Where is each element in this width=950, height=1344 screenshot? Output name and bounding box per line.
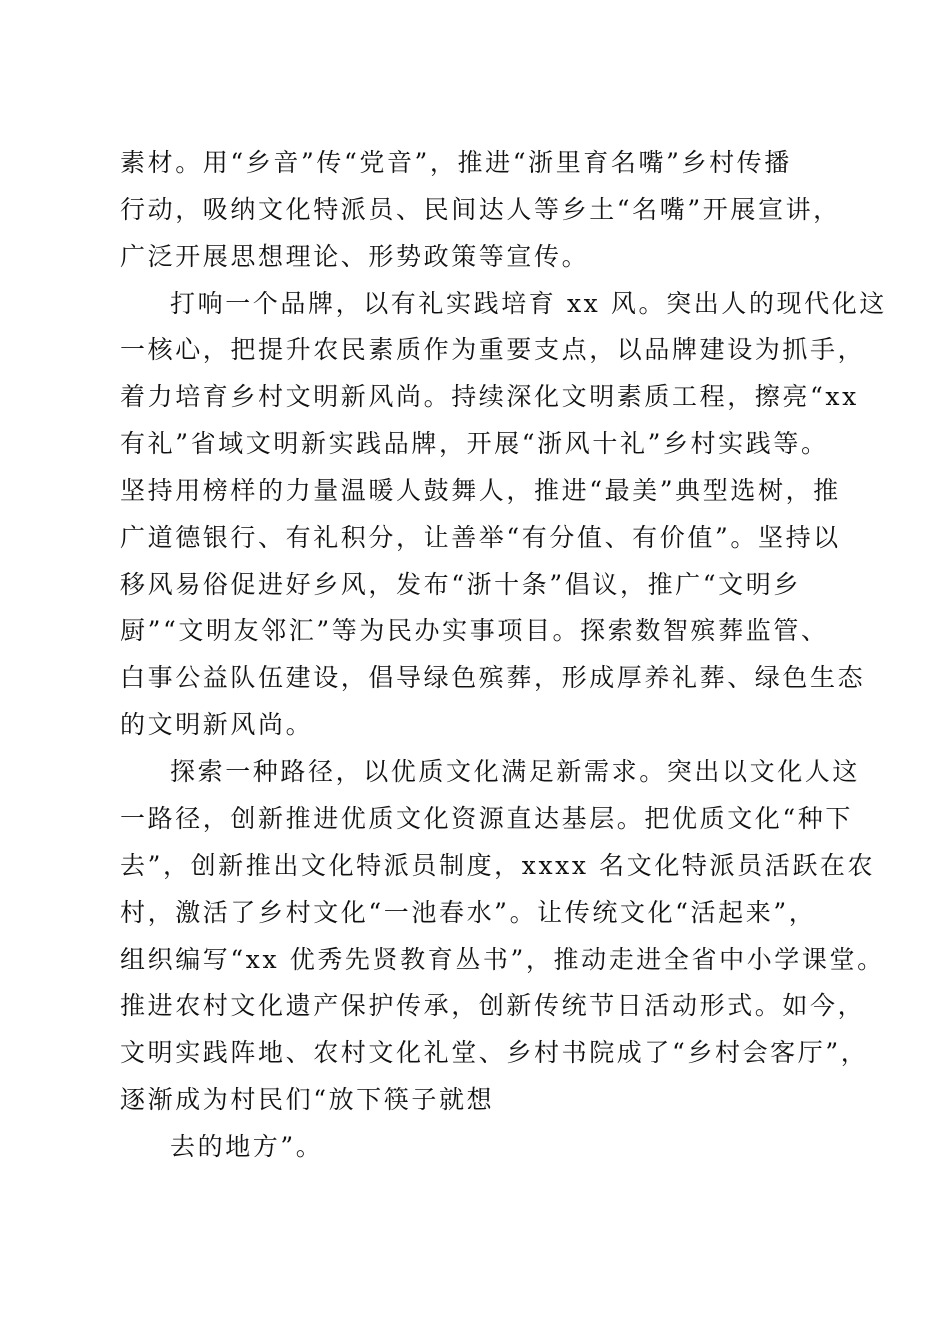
text-line: 村，激活了乡村文化“一池春水”。让传统文化“活起来”， [120, 898, 817, 927]
paragraph-start-line: 打响一个品牌，以有礼实践培育 xx 风。突出人的现代化这 [170, 289, 887, 318]
text-line: 去”，创新推出文化特派员制度，xxxx 名文化特派员活跃在农 [120, 851, 876, 880]
text-line: 移风易俗促进好乡风，发布“浙十条”倡议，推广“文明乡 [120, 570, 801, 599]
text-line: 推进农村文化遗产保护传承，创新传统节日活动形式。如今， [120, 991, 866, 1020]
text-line: 去的地方”。 [170, 1132, 324, 1161]
text-line: 广道德银行、有礼积分，让善举“有分值、有价值”。坚持以 [120, 523, 841, 552]
text-line: 行动，吸纳文化特派员、民间达人等乡土“名嘴”开展宣讲， [120, 195, 841, 224]
text-line: 的文明新风尚。 [120, 710, 314, 739]
text-line: 广泛开展思想理论、形势政策等宣传。 [120, 242, 590, 271]
text-line: 一核心，把提升农民素质作为重要支点，以品牌建设为抓手， [120, 335, 866, 364]
text-line: 素材。用“乡音”传“党音”，推进“浙里育名嘴”乡村传播 [120, 148, 792, 177]
text-line: 有礼”省域文明新实践品牌，开展“浙风十礼”乡村实践等。 [120, 429, 829, 458]
text-line: 组织编写“xx 优秀先贤教育丛书”，推动走进全省中小学课堂。 [120, 945, 885, 974]
text-line: 文明实践阵地、农村文化礼堂、乡村书院成了“乡村会客厅”， [120, 1038, 869, 1067]
text-line: 一路径，创新推进优质文化资源直达基层。把优质文化“种下 [120, 804, 853, 833]
text-line: 着力培育乡村文明新风尚。持续深化文明素质工程，擦亮“xx [120, 382, 859, 411]
text-line: 厨”“文明友邻汇”等为民办实事项目。探索数智殡葬监管、 [120, 616, 829, 645]
text-line: 逐渐成为村民们“放下筷子就想 [120, 1085, 495, 1114]
text-line: 坚持用榜样的力量温暖人鼓舞人，推进“最美”典型选树，推 [120, 476, 841, 505]
text-line: 白事公益队伍建设，倡导绿色殡葬，形成厚养礼葬、绿色生态 [120, 663, 866, 692]
paragraph-start-line: 探索一种路径，以优质文化满足新需求。突出以文化人这 [170, 757, 861, 786]
